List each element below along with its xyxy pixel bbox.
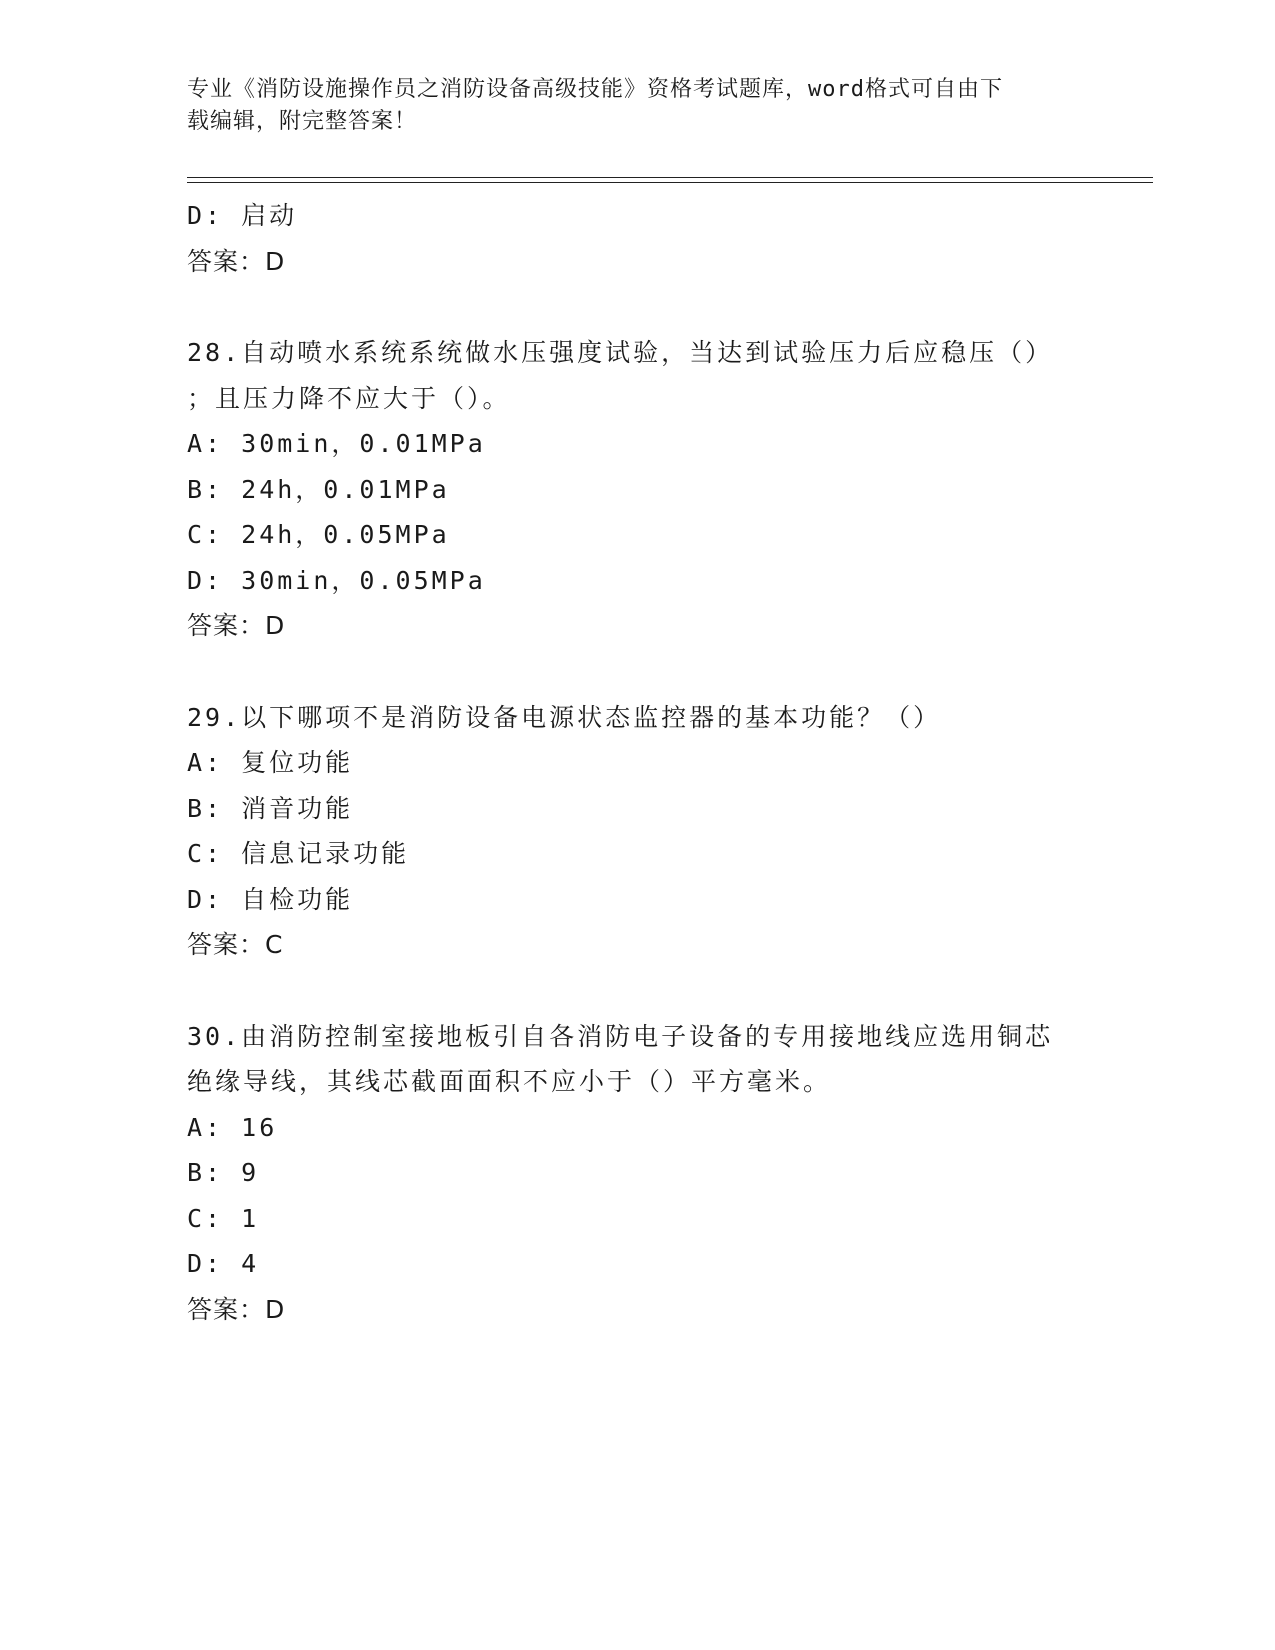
header-divider-bottom: [187, 182, 1153, 183]
header-line-2: 载编辑，附完整答案！: [187, 109, 418, 134]
option-a: A: 30min，0.01MPa: [187, 429, 486, 458]
answer: 答案：D: [187, 1294, 286, 1324]
question-stem-line: ；且压力降不应大于（）。: [187, 383, 511, 413]
option-c: C: 信息记录功能: [187, 839, 410, 868]
header-divider-top: [187, 177, 1153, 178]
option-a: A: 复位功能: [187, 748, 354, 777]
option-c: C: 24h，0.05MPa: [187, 520, 450, 549]
question-stem-line: 28.自动喷水系统系统做水压强度试验，当达到试验压力后应稳压（）: [187, 338, 1054, 367]
question-stem-line: 29.以下哪项不是消防设备电源状态监控器的基本功能？（）: [187, 702, 942, 732]
option-b: B: 24h，0.01MPa: [187, 474, 450, 504]
option-c: C: 1: [187, 1203, 260, 1233]
document-body: [187, 193, 1087, 1332]
question-29: [187, 695, 1087, 968]
option-b: B: 9: [187, 1158, 260, 1187]
option-a: A: 16: [187, 1112, 278, 1142]
spacer: [187, 968, 1087, 1014]
option-b: B: 消音功能: [187, 793, 354, 823]
question-28: [187, 330, 1087, 649]
question-30: [187, 1014, 1087, 1333]
option-d: D: 30min，0.05MPa: [187, 565, 486, 595]
prev-option-d: D: 启动: [187, 201, 298, 230]
option-d: D: 自检功能: [187, 884, 354, 914]
question-stem-line: 30.由消防控制室接地板引自各消防电子设备的专用接地线应选用铜芯: [187, 1021, 1054, 1051]
spacer: [187, 649, 1087, 695]
page-header: [187, 74, 1067, 138]
answer: 答案：D: [187, 611, 286, 640]
prev-answer: 答案：D: [187, 246, 286, 276]
answer: 答案：C: [187, 930, 284, 959]
question-stem-line: 绝缘导线，其线芯截面面积不应小于（）平方毫米。: [187, 1067, 832, 1096]
spacer: [187, 284, 1087, 330]
header-line-1: 专业《消防设施操作员之消防设备高级技能》资格考试题库，word格式可自由下: [187, 77, 1003, 102]
option-d: D: 4: [187, 1249, 260, 1278]
